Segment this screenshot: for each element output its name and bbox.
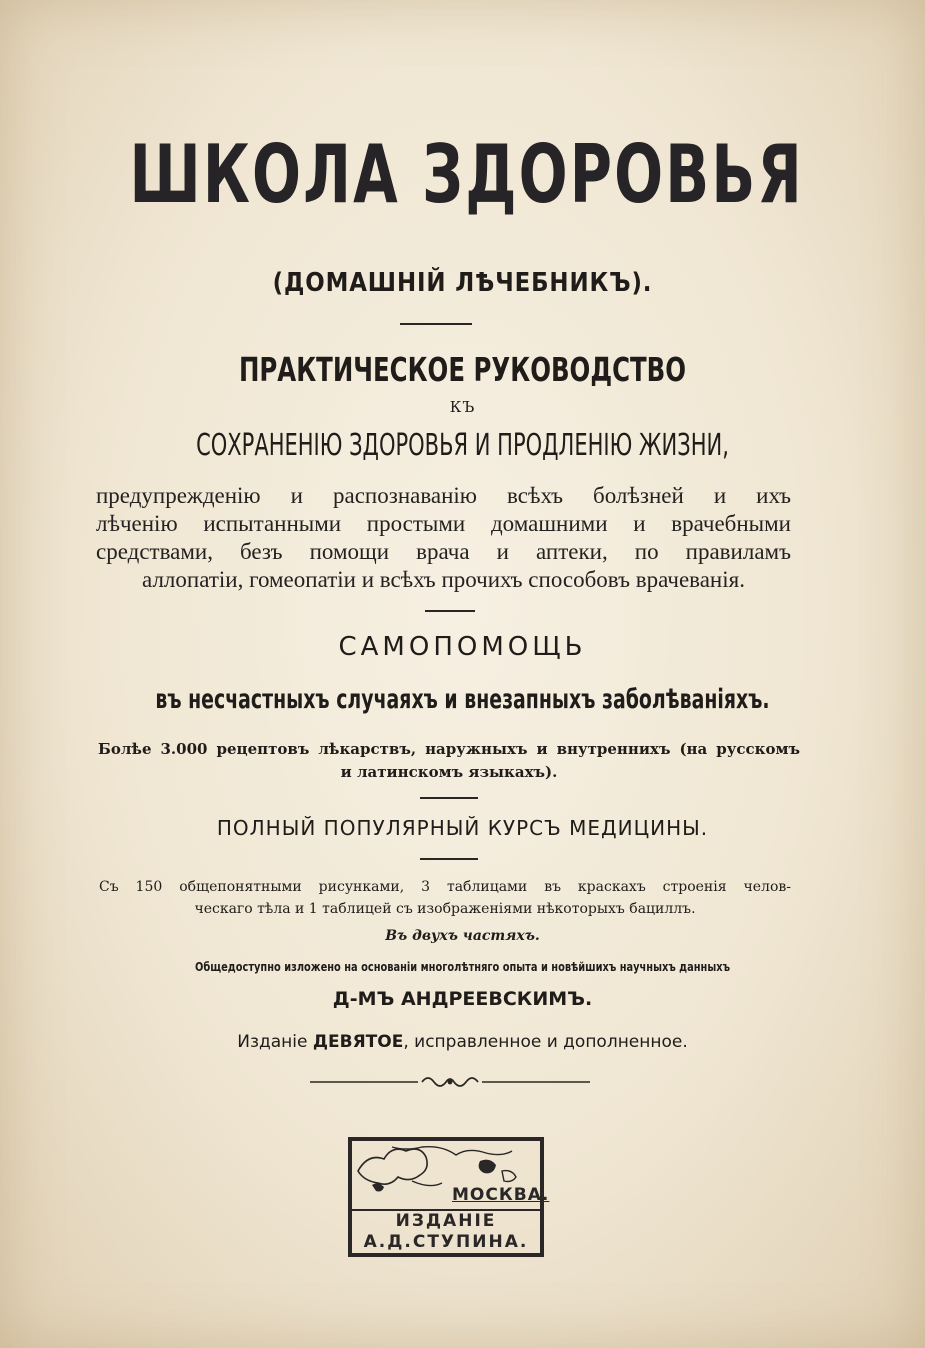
divider-rule — [425, 610, 475, 612]
preservation-heading: СОХРАНЕНІЮ ЗДОРОВЬЯ И ПРОДЛЕНІЮ ЖИЗНИ, — [196, 428, 729, 463]
exposition-note: Общедоступно изложено на основаніи многолѣтняго опыта и новѣйшихъ научныхъ данныхъ — [194, 960, 730, 974]
ornament-divider-icon — [310, 1072, 590, 1092]
book-subtitle: (ДОМАШНІЙ ЛѢЧЕБНИКЪ). — [272, 268, 653, 298]
description-line: предупрежденію и распознаванію всѣхъ болѣзней и ихъ — [96, 483, 791, 508]
guide-heading: ПРАКТИЧЕСКОЕ РУКОВОДСТВО — [238, 350, 687, 389]
divider-rule — [400, 323, 472, 325]
edition-line — [0, 1032, 925, 1052]
accidents-line: въ несчастныхъ случаяхъ и внезапныхъ заболѣваніяхъ. — [155, 684, 770, 715]
course-heading: ПОЛНЫЙ ПОПУЛЯРНЫЙ КУРСЪ МЕДИЦИНЫ. — [216, 816, 709, 840]
description-line: лѣченію испытанными простыми домашними и врачебными — [96, 511, 791, 536]
stamp-city: МОСКВА. — [452, 1185, 550, 1205]
self-help-heading: САМОПОМОЩЬ — [338, 632, 587, 662]
edition-prefix: Изданіе — [237, 1032, 313, 1052]
illustrations-line: ческаго тѣла и 1 таблицей съ изображеніями нѣкоторыхъ бациллъ. — [194, 901, 696, 917]
recipes-note — [98, 738, 800, 784]
divider-rule — [420, 797, 478, 799]
preposition-k: КЪ — [449, 398, 476, 416]
recipes-line: и латинскомъ языкахъ). — [340, 763, 558, 781]
illustrations-note — [99, 876, 791, 920]
description-paragraph — [96, 482, 791, 594]
edition-suffix: , исправленное и дополненное. — [403, 1032, 688, 1052]
recipes-line: Болѣе 3.000 рецептовъ лѣкарствъ, наружныхъ и внутреннихъ (на русскомъ — [98, 740, 800, 758]
description-line: аллопатіи, гомеопатіи и всѣхъ прочихъ способовъ врачеванія. — [142, 567, 745, 592]
stamp-line-1: ИЗДАНІЕ — [395, 1211, 497, 1231]
author-name: Д-МЪ АНДРЕЕВСКИМЪ. — [332, 988, 593, 1010]
divider-rule — [420, 858, 478, 860]
illustrations-line: Съ 150 общепонятными рисунками, 3 таблицами въ краскахъ строенія челов- — [99, 879, 791, 895]
publisher-stamp — [348, 1137, 550, 1257]
stamp-line-2: А.Д.СТУПИНА. — [363, 1232, 529, 1252]
description-line: средствами, безъ помощи врача и аптеки, по правиламъ — [96, 539, 791, 564]
book-title: ШКОЛА ЗДОРОВЬЯ — [129, 128, 804, 221]
parts-note: Въ двухъ частяхъ. — [385, 928, 540, 944]
edition-number: ДЕВЯТОЕ — [312, 1032, 404, 1052]
